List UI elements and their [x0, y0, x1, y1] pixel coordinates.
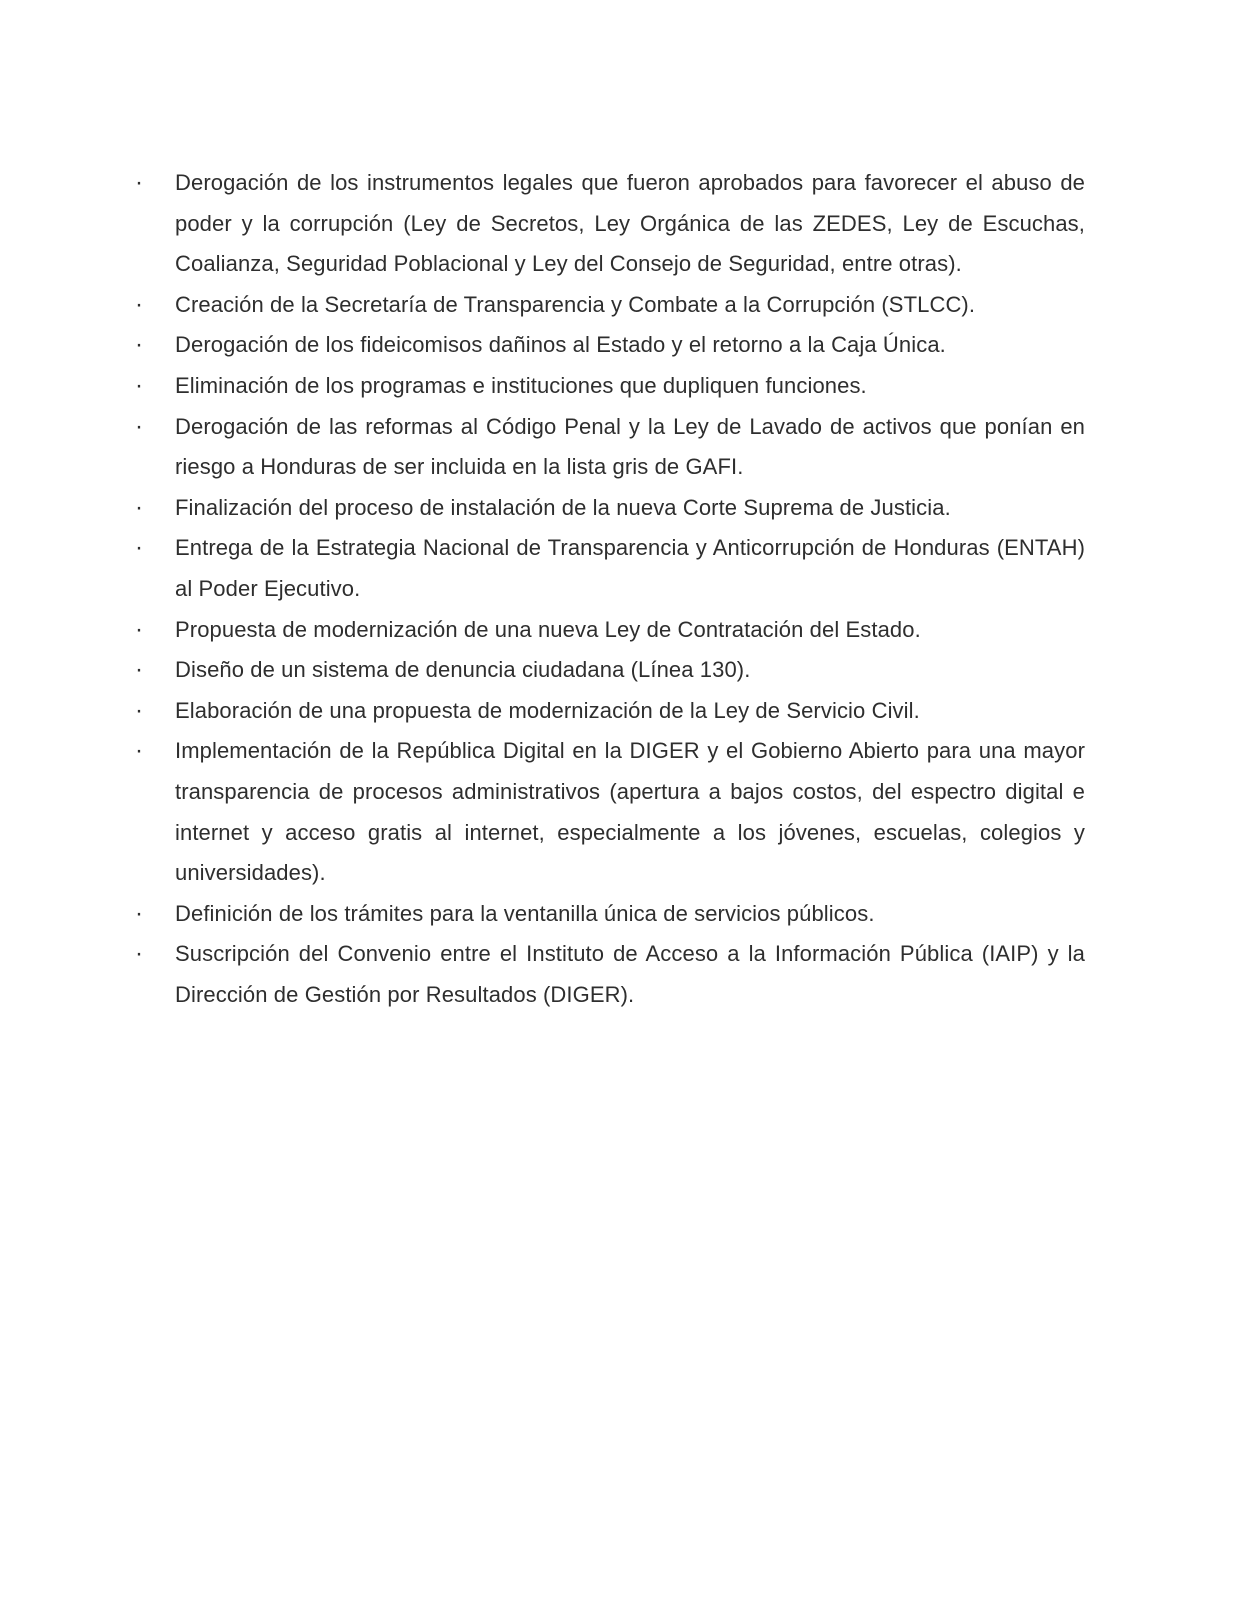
list-item-text: Diseño de un sistema de denuncia ciudadana (Línea 130). [175, 657, 751, 683]
bullet-icon: · [135, 412, 143, 440]
bullet-icon: · [135, 615, 143, 643]
list-item [135, 934, 1085, 1015]
list-item-text: Derogación de los instrumentos legales que fueron aprobados para favorecer el abuso de poder y la corrupción (Ley de Secretos, Ley Orgánica de las ZEDES, Ley de Escuchas, Coalianza, Seguridad Poblacional y Ley del Consejo de Seguridad, entre otras). [175, 170, 1085, 277]
bullet-icon: · [135, 371, 143, 399]
list-item [135, 163, 1085, 285]
list-item-text: Elaboración de una propuesta de modernización de la Ley de Servicio Civil. [175, 697, 920, 723]
list-item-text: Propuesta de modernización de una nueva Ley de Contratación del Estado. [175, 616, 921, 642]
list-item [135, 691, 1085, 732]
list-item-text: Derogación de las reformas al Código Penal y la Ley de Lavado de activos que ponían en riesgo a Honduras de ser incluida en la lista gris de GAFI. [175, 413, 1085, 480]
list-item [135, 366, 1085, 407]
list-item [135, 285, 1085, 326]
bullet-icon: · [135, 290, 143, 318]
list-item [135, 610, 1085, 651]
bullet-icon: · [135, 899, 143, 927]
bullet-icon: · [135, 331, 143, 359]
bullet-icon: · [135, 534, 143, 562]
bullet-icon: · [135, 169, 143, 196]
list-item-text: Implementación de la República Digital en la DIGER y el Gobierno Abierto para una mayor transparencia de procesos administrativos (apertura a bajos costos, del espectro digital e internet y acceso gratis al internet, especialmente a los jóvenes, escuelas, colegios y universidades). [175, 738, 1085, 886]
list-item [135, 894, 1085, 935]
list-item-text: Finalización del proceso de instalación de la nueva Corte Suprema de Justicia. [175, 494, 951, 520]
list-item-text: Entrega de la Estrategia Nacional de Transparencia y Anticorrupción de Honduras (ENTAH) al Poder Ejecutivo. [175, 535, 1085, 601]
list-item [135, 488, 1085, 529]
bullet-list [135, 163, 1085, 1015]
bullet-icon: · [135, 656, 143, 684]
list-item-text: Derogación de los fideicomisos dañinos al Estado y el retorno a la Caja Única. [175, 332, 946, 358]
list-item [135, 325, 1085, 366]
list-item-text: Definición de los trámites para la ventanilla única de servicios públicos. [175, 900, 875, 926]
bullet-icon: · [135, 493, 143, 521]
list-item [135, 731, 1085, 893]
list-item [135, 650, 1085, 691]
bullet-icon: · [135, 696, 143, 724]
list-item-text: Eliminación de los programas e instituciones que dupliquen funciones. [175, 372, 867, 398]
list-item [135, 528, 1085, 609]
list-item-text: Suscripción del Convenio entre el Instituto de Acceso a la Información Pública (IAIP) y la Dirección de Gestión por Resultados (DIGER). [175, 941, 1085, 1007]
list-item [135, 407, 1085, 488]
bullet-icon: · [135, 940, 143, 968]
list-item-text: Creación de la Secretaría de Transparencia y Combate a la Corrupción (STLCC). [175, 291, 976, 317]
bullet-icon: · [135, 737, 143, 765]
document-body [135, 163, 1085, 1015]
